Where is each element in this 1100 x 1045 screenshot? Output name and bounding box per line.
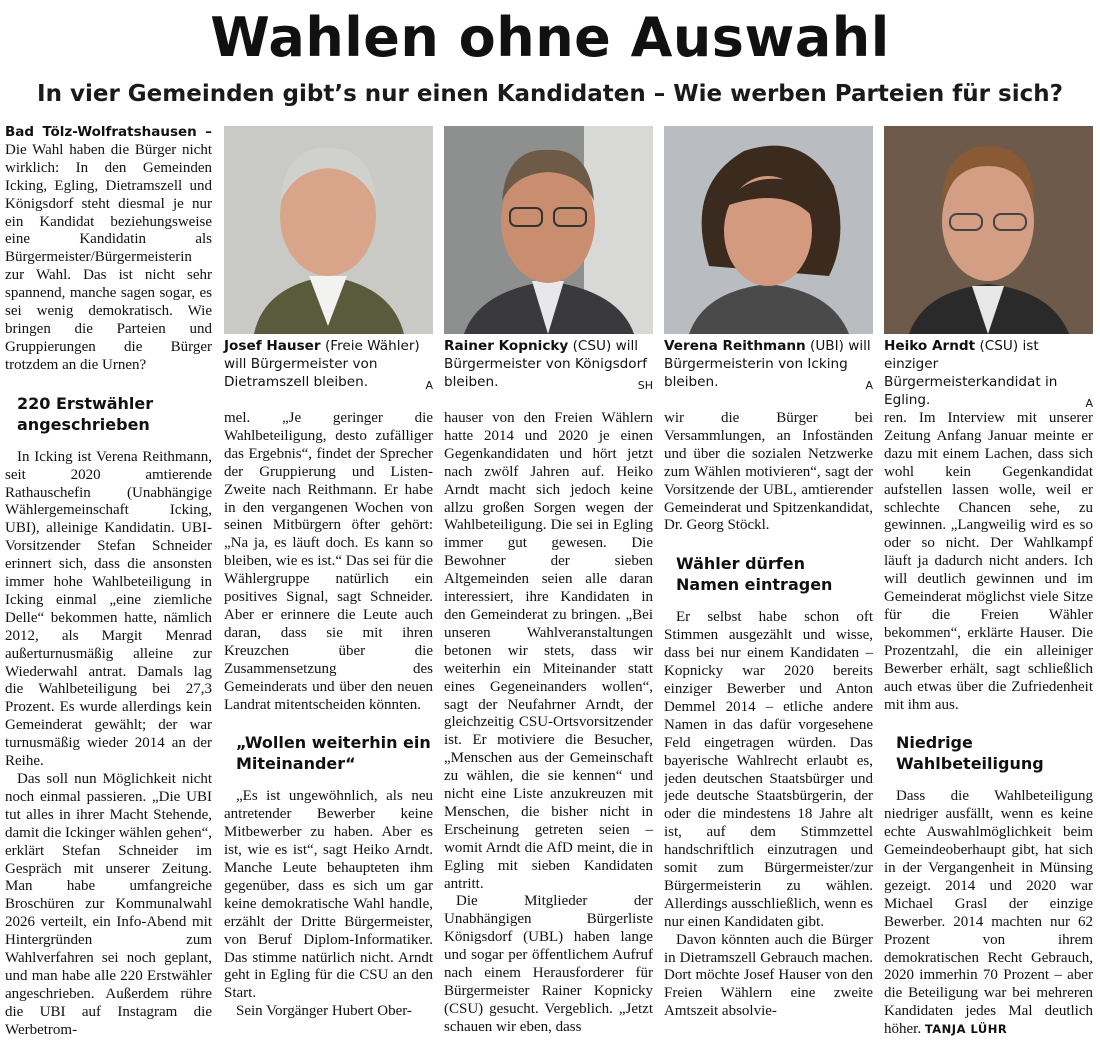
photo-heiko-arndt — [884, 126, 1093, 334]
photo-credit: A — [425, 378, 433, 392]
paragraph: mel. „Je geringer die Wahlbeteiligung, desto zufälliger das Ergebnis“, findet der Sprecher der Gruppierung und Listen-Zweite nach Reithmann. Er habe in den vergangenen Wochen von seinen Mitbürgern öfter gehört: „Na ja, es läuft doch. Es kann so bleiben, wie es ist.“ Das sei für die Wählergruppe natürlich ein positives Signal, sagt Schneider. Aber er erinnere die Leute auch daran, dass sie mit ihren Kreuzchen über die Zusammensetzung des Gemeinderats und über den neuen Landrat mitentscheiden könnten. — [224, 410, 433, 713]
caption-name: Heiko Arndt — [884, 338, 976, 354]
subheadline: In vier Gemeinden gibt’s nur einen Kandidaten – Wie werben Parteien für sich? — [37, 81, 1063, 107]
photo-verena-reithmann — [664, 126, 873, 334]
photo-credit: A — [1085, 396, 1093, 410]
caption-text: (CSU) ist einziger Bürgermeisterkandidat in Egling. — [884, 338, 1058, 408]
paragraph: wir die Bürger bei Versammlungen, an Infoständen und über die sozialen Netzwerke zum Wählen motivieren“, sagt der Vorsitzende der UBL, amtierender Gemeinderat und Spitzenkandidat, Dr. Georg Stöckl. — [664, 410, 873, 534]
author-byline: TANJA LÜHR — [924, 1022, 1008, 1037]
portrait-image — [224, 126, 433, 334]
portrait-image — [444, 126, 653, 334]
caption-text: (CSU) will Bürgermeister von Königsdorf bleiben. — [444, 338, 647, 390]
column-4 — [664, 410, 873, 1042]
column-5 — [884, 410, 1093, 1042]
headline: Wahlen ohne Auswahl — [210, 6, 890, 69]
subhead-miteinander: „Wollen weiterhin ein Miteinander“ — [236, 733, 431, 774]
caption-name: Verena Reithmann — [664, 338, 806, 354]
column-1 — [5, 124, 212, 1042]
column-3 — [444, 410, 653, 1042]
caption-josef-hauser — [224, 338, 433, 395]
subhead-erstwaehler: 220 Erstwähler angeschrieben — [17, 393, 154, 434]
column-2 — [224, 410, 433, 1042]
paragraph: In Icking ist Verena Reithmann, seit 2020 amtierende Rathauschefin (Unabhängige Wählergemeinschaft Icking, UBI), alleinige Kandidatin. UBI-Vorsitzender Stefan Schneider erinnert sich, dass die ansonsten immer hohe Wahlbeteiligung in Icking einmal „eine ziemliche Delle“ bekommen hatte, nämlich 2012, als Margit Menrad außerturnusmäßig alleine zur Wiederwahl antrat. Damals lag die Wahlbeteiligung bei 27,3 Prozent. Es wurde allerdings kein Gemeinderat gewählt; der war turnusmäßig wieder 2014 an der Reihe. — [5, 448, 212, 770]
caption-verena-reithmann — [664, 338, 873, 395]
subhead-namen-eintragen: Wähler dürfen Namen eintragen — [676, 554, 833, 595]
portrait-image — [664, 126, 873, 334]
paragraph: Er selbst habe schon oft Stimmen ausgezählt und wisse, dass bei nur einem Kandidaten – Kopnicky war 2020 bereits einziger Bewerber und Anton Demmel 2014 – etliche andere Namen in das dafür vorgesehene Feld eingetragen würden. Das bayerische Wahlrecht erlaubt es, jeden deutschen Staatsbürger und jede deutsche Staatsbürgerin, der oder die mindestens 18 Jahre alt ist, auf dem Stimmzettel handschriftlich einzutragen und somit zum Bürgermeister/zur Bürgermeisterin zu wählen. Allerdings ausschließlich, wenn es nur einen Kandidaten gibt. — [664, 609, 873, 930]
photo-josef-hauser — [224, 126, 433, 334]
caption-name: Rainer Kopnicky — [444, 338, 569, 354]
caption-heiko-arndt — [884, 338, 1093, 413]
paragraph: ren. Im Interview mit unserer Zeitung Anfang Januar meinte er dazu mit einem Lachen, dass sich wohl kein Gegenkandidat aufstellen lassen wolle, weil er schlechte Chancen sehe, zu gewinnen. „Langweilig wird es so oder so nicht. Der Wahlkampf läuft ja dadurch nicht anders. Ich will deutlich gewinnen und im Gemeinderat möglichst viele Sitze für die Freien Wähler bekommen“, erklärte Hauser. Die Prozentzahl, die ein alleiniger Bewerber erhält, sagt schließlich auch etwas über die Zufriedenheit mit ihm aus. — [884, 410, 1093, 713]
caption-rainer-kopnicky — [444, 338, 653, 395]
caption-text: (Freie Wähler) will Bürgermeister von Dietramszell bleiben. — [224, 338, 420, 390]
caption-name: Josef Hauser — [224, 338, 321, 354]
photo-credit: SH — [637, 378, 653, 392]
paragraph: Davon könnten auch die Bürger in Dietramszell Gebrauch machen. Dort möchte Josef Hauser von den Freien Wählern eine zweite Amtszeit absolvie- — [664, 931, 873, 1020]
subhead-wahlbeteiligung: Niedrige Wahlbeteiligung — [896, 733, 1044, 774]
portrait-image — [884, 126, 1093, 334]
paragraph: Sein Vorgänger Hubert Ober- — [236, 1003, 412, 1020]
photo-rainer-kopnicky — [444, 126, 653, 334]
paragraph: Das soll nun Möglichkeit nicht noch einmal passieren. „Die UBI tut alles in ihrer Macht Stehende, damit die Ickinger wählen gehen“, erklärt Stefan Schneider im Gespräch mit unserer Zeitung. Man habe umfangreiche Broschüren zur Kommunalwahl 2026 verteilt, ein Info-Abend mit Hintergründen zum Wahlverfahren sei noch geplant, und man habe alle 220 Erstwähler angeschrieben. Außerdem rühre die UBI auf Instagram die Werbetrom- — [5, 771, 212, 1038]
paragraph: Die Mitglieder der Unabhängigen Bürgerliste Königsdorf (UBL) haben lange und sogar per öffentlichem Aufruf nach einem Herausforderer für Bürgermeister Rainer Kopnicky (CSU) gesucht. Vergeblich. „Jetzt schauen wir eben, dass — [444, 893, 653, 1035]
paragraph: „Es ist ungewöhnlich, als neu antretender Bewerber keine Mitbewerber zu haben. Aber es ist, wie es ist“, sagt Heiko Arndt. Manche Leute behaupteten ihm gegenüber, dass es sich um gar keine demokratische Wahl handle, erzählt der Dritte Bürgermeister, von Beruf Diplom-Informatiker. Das stimme natürlich nicht. Arndt geht in Egling für die CSU an den Start. — [224, 788, 433, 1002]
dateline: Bad Tölz-Wolfratshausen – — [5, 124, 212, 140]
paragraph: Dass die Wahlbeteiligung niedriger ausfällt, wenn es keine echte Auswahlmöglichkeit beim Gemeindeoberhaupt gibt, hat sich in der Vergangenheit in Münsing gezeigt. 2014 und 2020 war Michael Grasl der einzige Bewerber. 2014 machten nur 62 Prozent von ihrem demokratischen Recht Gebrauch, 2020 immerhin 70 Prozent – aber die Beteiligung war bei mehreren Kandidaten jedes Mal deutlich höher. TANJA LÜHR — [884, 788, 1093, 1038]
intro-paragraph: Bad Tölz-Wolfratshausen – Die Wahl haben die Bürger nicht wirklich: In den Gemeinden Icking, Egling, Dietramszell und Königsdorf steht diesmal je nur ein Kandidat beziehungsweise eine Kandidatin als Bürgermeister/Bürgermeisterin zur Wahl. Das ist nicht sehr spannend, manche sagen sogar, es sei wenig demokratisch. Wie bringen die Parteien und Gruppierungen die Bürger trotzdem an die Urnen? — [5, 124, 212, 373]
caption-text: (UBI) will Bürgermeisterin von Icking bleiben. — [664, 338, 871, 390]
paragraph: hauser von den Freien Wählern hatte 2014 und 2020 je einen Gegenkandidaten und hört jetzt nach zwölf Jahren auf. Heiko Arndt macht sich jedoch keine allzu großen Sorgen wegen der Wahlbeteiligung. Die sei in Egling immer gut gewesen. Die Bewohner der sieben Altgemeinden seien alle daran interessiert, ihre Kandidaten in den Gemeinderat zu bringen. „Bei unseren Wahlveranstaltungen betonen wir stets, dass wir weiterhin ein Miteinander statt eines Gegeneinanders wollen“, sagt der Neufahrner Arndt, der gleichzeitig CSU-Ortsvorsitzender ist. Er motiviere die Besucher, „Menschen aus der Gemeinschaft zu wählen, die sie kennen“ und nicht eine Liste anzukreuzen mit Menschen, die bisher nicht in Erscheinung getreten seien – womit Arndt die AfD meint, die in Egling mit sieben Kandidaten antritt. — [444, 410, 653, 892]
photo-credit: A — [865, 378, 873, 392]
